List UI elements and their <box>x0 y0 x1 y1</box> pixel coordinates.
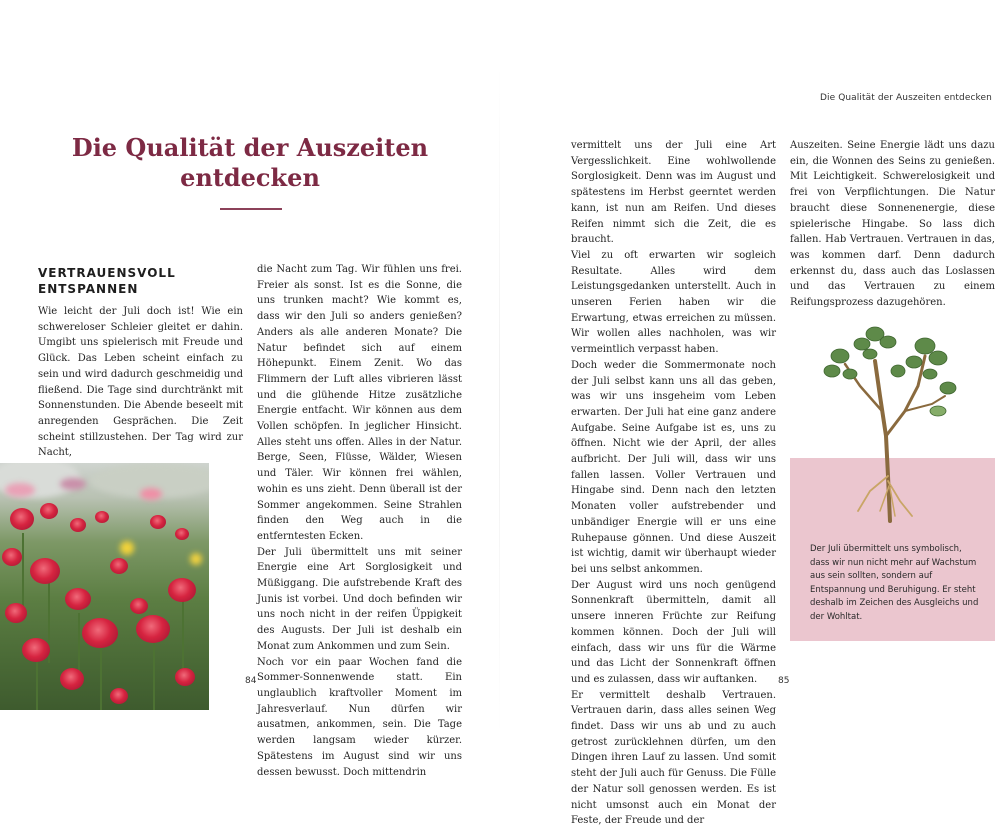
sapling-stem <box>845 356 945 521</box>
paragraph: Der August wird uns noch genügend Sonnenkraft übermitteln, damit all unsere inneren Früchte zur Reifung kommen können. Doch der Juli will einfach, dass wir uns für die Wärme und das Licht der Sonnenkraft öffnen und es zulassen, dass wir auftanken. <box>571 579 776 685</box>
paragraph: Auszeiten. Seine Energie lädt uns dazu ein, die Wonnen des Seins zu genießen. Mit Leichtigkeit. Schwerelosigkeit und frei von Verpflichtungen. Die Natur braucht diese Sonnenenergie, diese spielerische Hingabe. So lass dich fallen. Hab Vertrauen. Vertrauen in das, was kommen darf. Denn dadurch erkennst du, dass auch das Loslassen und das Vertrauen zu einem Reifungsprozess dazugehören. <box>790 140 995 309</box>
paragraph: vermittelt uns der Juli eine Art Vergesslichkeit. Eine wohlwollende Sorglosigkeit. Denn was im August und spätestens im Herbst geerntet werden kann, ist nun am Reifen. Und dieses Reifen nimmt sich die Zeit, die es braucht. <box>571 140 776 246</box>
text-column-left-1 <box>38 304 243 461</box>
paragraph: Viel zu oft erwarten wir sogleich Resultate. Alles wird dem Leistungsgedanken unterstellt. Auch in unseren Ferien haben wir die Erwartung, etwas erreichen zu müssen. Wir wollen alles nachholen, was wir vermeintlich verpasst haben. <box>571 249 776 356</box>
left-page <box>0 0 500 800</box>
title-divider <box>220 208 282 210</box>
paragraph: Wie leicht der Juli doch ist! Wie ein schwereloser Schleier gleitet er dahin. Umgibt uns spielerisch mit Freude und Glück. Das Leben scheint einfach zu sein und wird dadurch geschmeidig und fließend. Die Tage sind durchtränkt mit Sonnenstunden. Die Abende beseelt mit anregenden Gesprächen. Die Zeit scheint stillzustehen. Der Tag wird zur Nacht, <box>38 306 243 459</box>
paragraph: die Nacht zum Tag. Wir fühlen uns frei. Freier als sonst. Ist es die Sonne, die uns trunken macht? Wie kommt es, dass wir den Juli so anders genießen? Anders als alle anderen Monate? Die Natur befindet sich auf einem Höhepunkt. Einem Zenit. Wo das Flimmern der Luft alles vibrieren lässt und die glühende Hitze zusätzliche Energie entfacht. Wir können aus dem Vollen schöpfen. In jeglicher Hinsicht. Alles steht uns offen. Alles in der Natur. Berge, Seen, Flüsse, Wälder, Wiesen und Täler. Wir können frei wählen, wohin es uns zieht. Denn überall ist der Sommer angekommen. Seine Strahlen finden den Weg auch in die entferntesten Ecken. <box>257 264 462 542</box>
section-heading: VERTRAUENSVOLL ENTSPANNEN <box>38 266 176 296</box>
illustration-caption: Der Juli übermittelt uns symbolisch, dass wir nun nicht mehr auf Wachstum aus sein sollten, sondern auf Entspannung und Beruhigung. Er steht deshalb im Zeichen des Ausgleichs und der Wohltat. <box>810 544 979 622</box>
page-number-right: 85 <box>778 676 790 686</box>
paragraph: Der Juli übermittelt uns mit seiner Energie eine Art Sorglosigkeit und Müßiggang. Die aufstrebende Kraft des Junis ist vorbei. Und doch befinden wir uns noch nicht in der reifen Üppigkeit des Augusts. Der Juli ist deshalb ein Monat zum Ankommen und zum Sein. <box>257 546 462 652</box>
book-gutter <box>499 60 500 740</box>
paragraph: Noch vor ein paar Wochen fand die Sommer-Sonnenwende statt. Ein unglaublich kraftvoller Moment im Jahresverlauf. Nun dürfen wir ausatmen, ankommen, sein. Die Tage werden langsam wieder kürzer. Spätestens im August sind wir uns dessen bewusst. Doch mittendrin <box>257 656 462 778</box>
text-column-left-2 <box>257 262 462 780</box>
text-column-right-2 <box>790 138 995 311</box>
chapter-title: Die Qualität der Auszeiten entdecken <box>71 133 429 192</box>
paragraph: Er vermittelt deshalb Vertrauen. Vertrauen darin, dass alles seinen Weg findet. Dass wir uns ab und zu auch getrost zurücklehnen dürfen, um den Dingen ihren Lauf zu lassen. Und somit steht der Juli auch für Genuss. Die Fülle der Natur soll genossen werden. Es ist nicht umsonst auch ein Monat der Feste, der Freude und der <box>571 689 776 827</box>
sapling-leaves <box>824 327 956 416</box>
zinnia-flower-photo <box>0 463 209 710</box>
sapling-illustration <box>820 316 960 526</box>
page-number-left: 84 <box>245 676 257 686</box>
text-column-right-1 <box>571 138 776 829</box>
paragraph: Doch weder die Sommermonate noch der Juli selbst kann uns all das geben, was wir uns insgeheim vom Leben erwarten. Der Juli hat eine ganz andere Aufgabe. Seine Aufgabe ist es, uns zu öffnen. Nicht wie der April, der alles aufbricht. Der Juli will, dass wir uns fallen lassen. Voller Vertrauen und Hingabe sind. Denn nach den letzten Monaten voller aufstrebender und unbändiger Energie will er uns eine Ruhepause gönnen. Und diese Auszeit ist wichtig, damit wir überhaupt wieder bei uns selbst ankommen. <box>571 359 776 575</box>
running-head: Die Qualität der Auszeiten entdecken <box>819 93 992 103</box>
